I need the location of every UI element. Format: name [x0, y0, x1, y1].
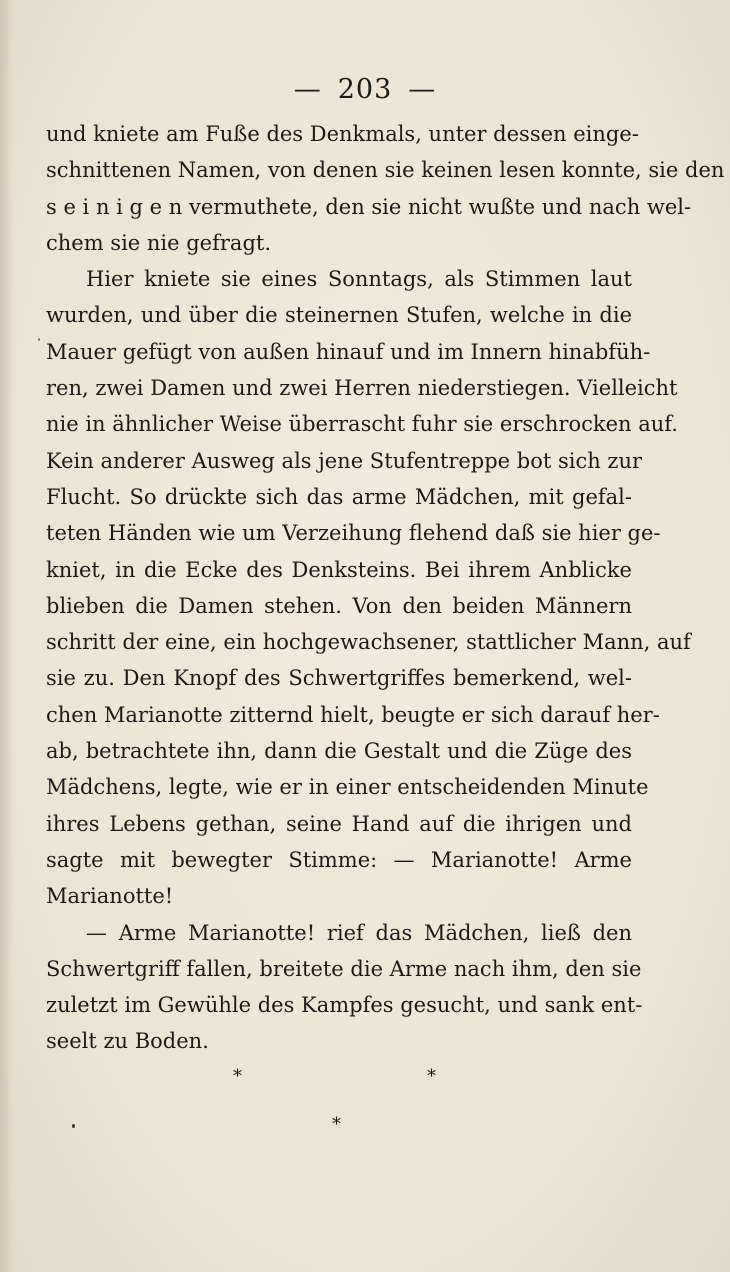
text-line: zuletzt im Gewühle des Kampfes gesucht, und sank ent-	[46, 993, 643, 1018]
text-line: und kniete am Fuße des Denkmals, unter dessen einge-	[46, 122, 639, 146]
text-line: wurden, und über die steinernen Stufen, welche in die	[46, 303, 632, 328]
text-line: ihres Lebens gethan, seine Hand auf die ihrigen und	[46, 811, 632, 836]
text-line: ren, zwei Damen und zwei Herren niederstiegen. Vielleicht	[46, 376, 678, 401]
text-line: chem sie nie gefragt.	[46, 230, 272, 255]
asterisk-left: *	[233, 1066, 242, 1087]
section-asterism	[0, 1064, 730, 1134]
asterisk-right: *	[427, 1066, 436, 1087]
text-line: — Arme Marianotte! rief das Mädchen, ließ den	[86, 920, 632, 945]
text-line: nie in ähnlicher Weise überrascht fuhr sie erschrocken auf.	[46, 412, 678, 437]
text-line: Schwertgriff fallen, breitete die Arme nach ihm, den sie	[46, 956, 642, 981]
ink-speck	[38, 338, 40, 341]
text-line: blieben die Damen stehen. Von den beiden Männern	[46, 593, 632, 618]
body-text	[46, 116, 725, 1060]
text-line: schnittenen Namen, von denen sie keinen lesen konnte, sie den	[46, 158, 725, 183]
text-line: ab, betrachtete ihn, dann die Gestalt und die Züge des	[46, 739, 632, 764]
text-line: s e i n i g e n vermuthete, den sie nicht wußte und nach wel-	[46, 194, 692, 219]
page-header	[0, 74, 730, 105]
page-number: 203	[337, 74, 393, 105]
header-dash-right: —	[408, 74, 437, 105]
header-dash-left: —	[293, 74, 322, 105]
text-line: Marianotte!	[46, 884, 174, 909]
text-line: seelt zu Boden.	[46, 1029, 209, 1054]
text-line: Mädchens, legte, wie er in einer entscheidenden Minute	[46, 775, 649, 800]
text-line: sie zu. Den Knopf des Schwertgriffes bemerkend, wel-	[46, 666, 632, 691]
text-line: schritt der eine, ein hochgewachsener, stattlicher Mann, auf	[46, 630, 691, 655]
text-line: sagte mit bewegter Stimme: — Marianotte! Arme	[46, 847, 632, 872]
text-line: Flucht. So drückte sich das arme Mädchen, mit gefal-	[46, 484, 632, 509]
asterisk-bottom: *	[332, 1114, 341, 1135]
text-line: Mauer gefügt von außen hinauf und im Innern hinabfüh-	[46, 339, 651, 364]
text-line: chen Marianotte zitternd hielt, beugte er sich darauf her-	[46, 702, 660, 727]
ink-speck	[72, 1124, 75, 1128]
text-line: teten Händen wie um Verzeihung flehend daß sie hier ge-	[46, 521, 661, 546]
text-line: Kein anderer Ausweg als jene Stufentreppe bot sich zur	[46, 448, 643, 473]
text-line: Hier kniete sie eines Sonntags, als Stimmen laut	[86, 267, 632, 292]
text-line: kniet, in die Ecke des Denksteins. Bei ihrem Anblicke	[46, 557, 632, 582]
